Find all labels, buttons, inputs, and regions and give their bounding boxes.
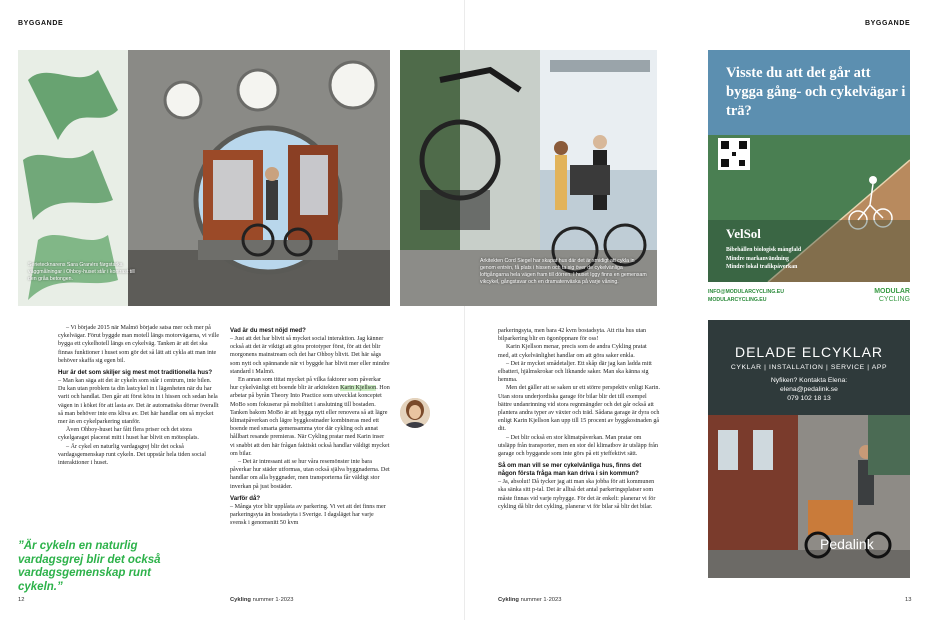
paragraph: – Vi började 2015 när Malmö började satsa mer och mer på cykelvägar. Förut byggde man motell längs motorvägarna, vi ville bygga ett cykelhotell längs en cykelväg. Tanken är att det ska finnas funktioner i huset som gör det så lätt att cykla att man inte behöver skaffa sig egen bil. [58,325,220,364]
paragraph: – Det blir också en stor klimatpåverkan. Man pratar om utsläpp från transporter, men en stor del klimatbov är utsläpp från garage och byggande som inte görs på ett yteffektivt sätt. [498,434,659,458]
photo-ohboy-interior [18,50,390,306]
section-tag: BYGGANDE [865,20,911,27]
ad-headline: Visste du att det går att bygga gång- och cykelvägar i trä? [726,65,906,119]
ad-title: DELADE ELCYKLAR [734,344,884,360]
text-column-1 [58,324,220,467]
issue-number: nummer 1·2023 [252,597,294,603]
text-column-3 [498,327,660,511]
paragraph: – Just att det har blivit så mycket social interaktion. Jag känner också att det är viktigt att göra prototyper först, för att det blir morgonens mainstream och det har Ohboy blivit. Det här sågs som nytt och spännande när vi byggde har blivit mer eller mindre standard i Malmö. [230,336,390,375]
folio-magazine [498,597,561,603]
paragraph: – Det är mycket smådetaljer. Ett skåp där jag kan ladda mitt elbatteri, hjälmskrokar och liknande saker. Man ska känna sig hemma. [498,360,652,384]
text-column-2 [230,327,390,527]
photo-architect-bikes [400,50,657,306]
ad-bullet: Mindre lokal trafikpåverkan [726,264,798,271]
issue-number: nummer 1·2023 [520,597,562,603]
ad-bullet: Mindre markanvändning [726,255,789,262]
subheading: Så om man vill se mer cykelvänliga hus, finns det någon första fråga man kan driva i sin kommun? [498,462,642,478]
paragraph: – Många ytor blir upplåsta av parkering. Vi vet att det finns mer parkeringsyta än bostadsyta i Sverige. I dagsläget har varje svensk i genomsnitt 50 kvm [230,503,386,527]
folio-magazine [230,597,293,603]
page-number: 13 [905,597,912,603]
paragraph: Men det gäller att se saken ur ett större perspektiv enligt Karin. Utan stora underjordiska garage för bilar blir det till exempel bättre undanrinning vid stora regnmängder och det går också att plantera andra typer av växter och träd. Sådana garage är dyra och enligt Karin Kjellson kan upp till 15 procent av byggkostnaden gå dit. [498,385,660,433]
modular-cycling-logo [874,288,910,303]
magazine-name: Cykling [230,597,251,603]
ad-web-link[interactable]: MODULARCYCLING.EU [708,297,767,303]
text-run: En annan som tittat mycket på vilka faktorer som påverkar hur cykelvänligt ett boende blir är arkitekten [230,377,381,392]
paragraph: – Är cykel en naturlig vardagsgrej blir det också vardagsgemenskap runt cykeln. Det uppstår hela tiden social interaktioner i huset. [58,443,206,467]
contact-phone[interactable]: 079 102 18 13 [787,395,831,402]
paragraph: Även Ohboy-huset har fått flera priser och det stora cykelgaraget placerat mitt i huset har blivit en mötesplats. [58,427,199,442]
text-run: . Hon arbetar på byrån Theory Into Practice som utvecklat konceptet MoBo som fokuserar på mobilitet i anslutning till bostaden. Tanken bakom MoBo är att bygga nytt eller renovera så att lägre klimatpåverkan och lägre byggkostnader kombineras med ett boende med smarta gemensamma ytor där cykling och annat hållbart resande premieras. När Cykling pratar med Karin inser vi snabbt att den här frågan faktiskt också handlar väldigt mycket om bilar. [230,385,390,457]
contact-line: Nyfiken? Kontakta Elena: [770,377,848,384]
ad-email-link[interactable]: INFO@MODULARCYCLING.EU [708,289,784,295]
highlighted-name: Karin Kjellson [340,385,377,392]
subheading: Varför då? [230,494,261,502]
paragraph: parkeringsyta, men bara 42 kvm bostadsyta. Att rita hus utan bilparkering blir en ögonöppnare för oss! [498,328,647,343]
ad-bullets [726,246,801,272]
photo-caption: Arkitekten Cord Siegel har skapat hus där det är smidigt att cykla in genom entrén, få plats i hissen och ta sig över de cykelvänliga loftgångarna hela vägen fram till dörren. I huset Iggy finns en gemensam vikcykel, gångstavar och en dramatenväska på varje våning. [480,258,647,285]
section-tag: BYGGANDE [18,20,64,27]
ad-brand: VelSol [726,226,761,241]
ad-pedalink[interactable] [708,320,910,578]
subheading: Hur är det som skiljer sig mest mot traditionella hus? [58,369,213,377]
ad-bullet: Bibehållen biologisk mångfald [726,247,802,253]
author-portrait [400,398,430,428]
logo-text: CYCLING [878,295,910,303]
contact-email[interactable]: elena@pedalink.se [780,386,838,393]
ad-velsol[interactable] [708,50,910,282]
photo-caption: Serietecknarens Sara Granérs färgstarka väggmålningar i Ohboy-huset står i kontrast till den gråa betongen. [28,262,135,282]
paragraph [230,376,390,458]
paragraph: Karin Kjellson menar, precis som de andra Cykling pratat med, att cykelvänlighet handlar om att göra saker enkla. [498,344,647,359]
pull-quote: ”Är cykeln en naturlig vardagsgrej blir det också vardagsgemenskap runt cykeln.” [18,540,161,593]
paragraph: – Ja, absolut! Då tycker jag att man ska jobba för att kommunen ska sänka sitt p-tal. Det är alltså det antal parkeringsplatser som måste finnas vid varje nybygge. För det är enkelt: planerar vi för cykling då blir det cykling, planerar vi för bilar så blir det bilar. [498,479,656,510]
logo-text: MODULAR [874,288,910,295]
paragraph: – Man kan säga att det är cykeln som står i centrum, inte bilen. Du kan utan problem ta din lastcykel in i lägenheten när du har varit och handlat. Den går att först köra in i hissen och sedan hela vägen in i köket för att lasta av. Det är automatiska dörrar överallt så man behöver inte ens kliva av. Det här handlar om så mycket mer än en cykelparkering utanför. [58,378,219,426]
paragraph: – Det är intressant att se hur våra resemönster inte bara påverkar hur städer utformas, utan också själva byggnaderna. Det handlar om alla byggnader, men transporterna får väldigt stor inverkan på just bostäder. [230,459,390,490]
page-number: 12 [18,597,25,603]
ad-velsol-footer [708,286,910,306]
pedalink-logo: Pedalink [820,536,874,552]
ad-contact [708,376,910,403]
magazine-name: Cykling [498,597,519,603]
ad-services: CYKLAR | INSTALLATION | SERVICE | APP [730,364,888,371]
subheading: Vad är du mest nöjd med? [230,327,306,334]
